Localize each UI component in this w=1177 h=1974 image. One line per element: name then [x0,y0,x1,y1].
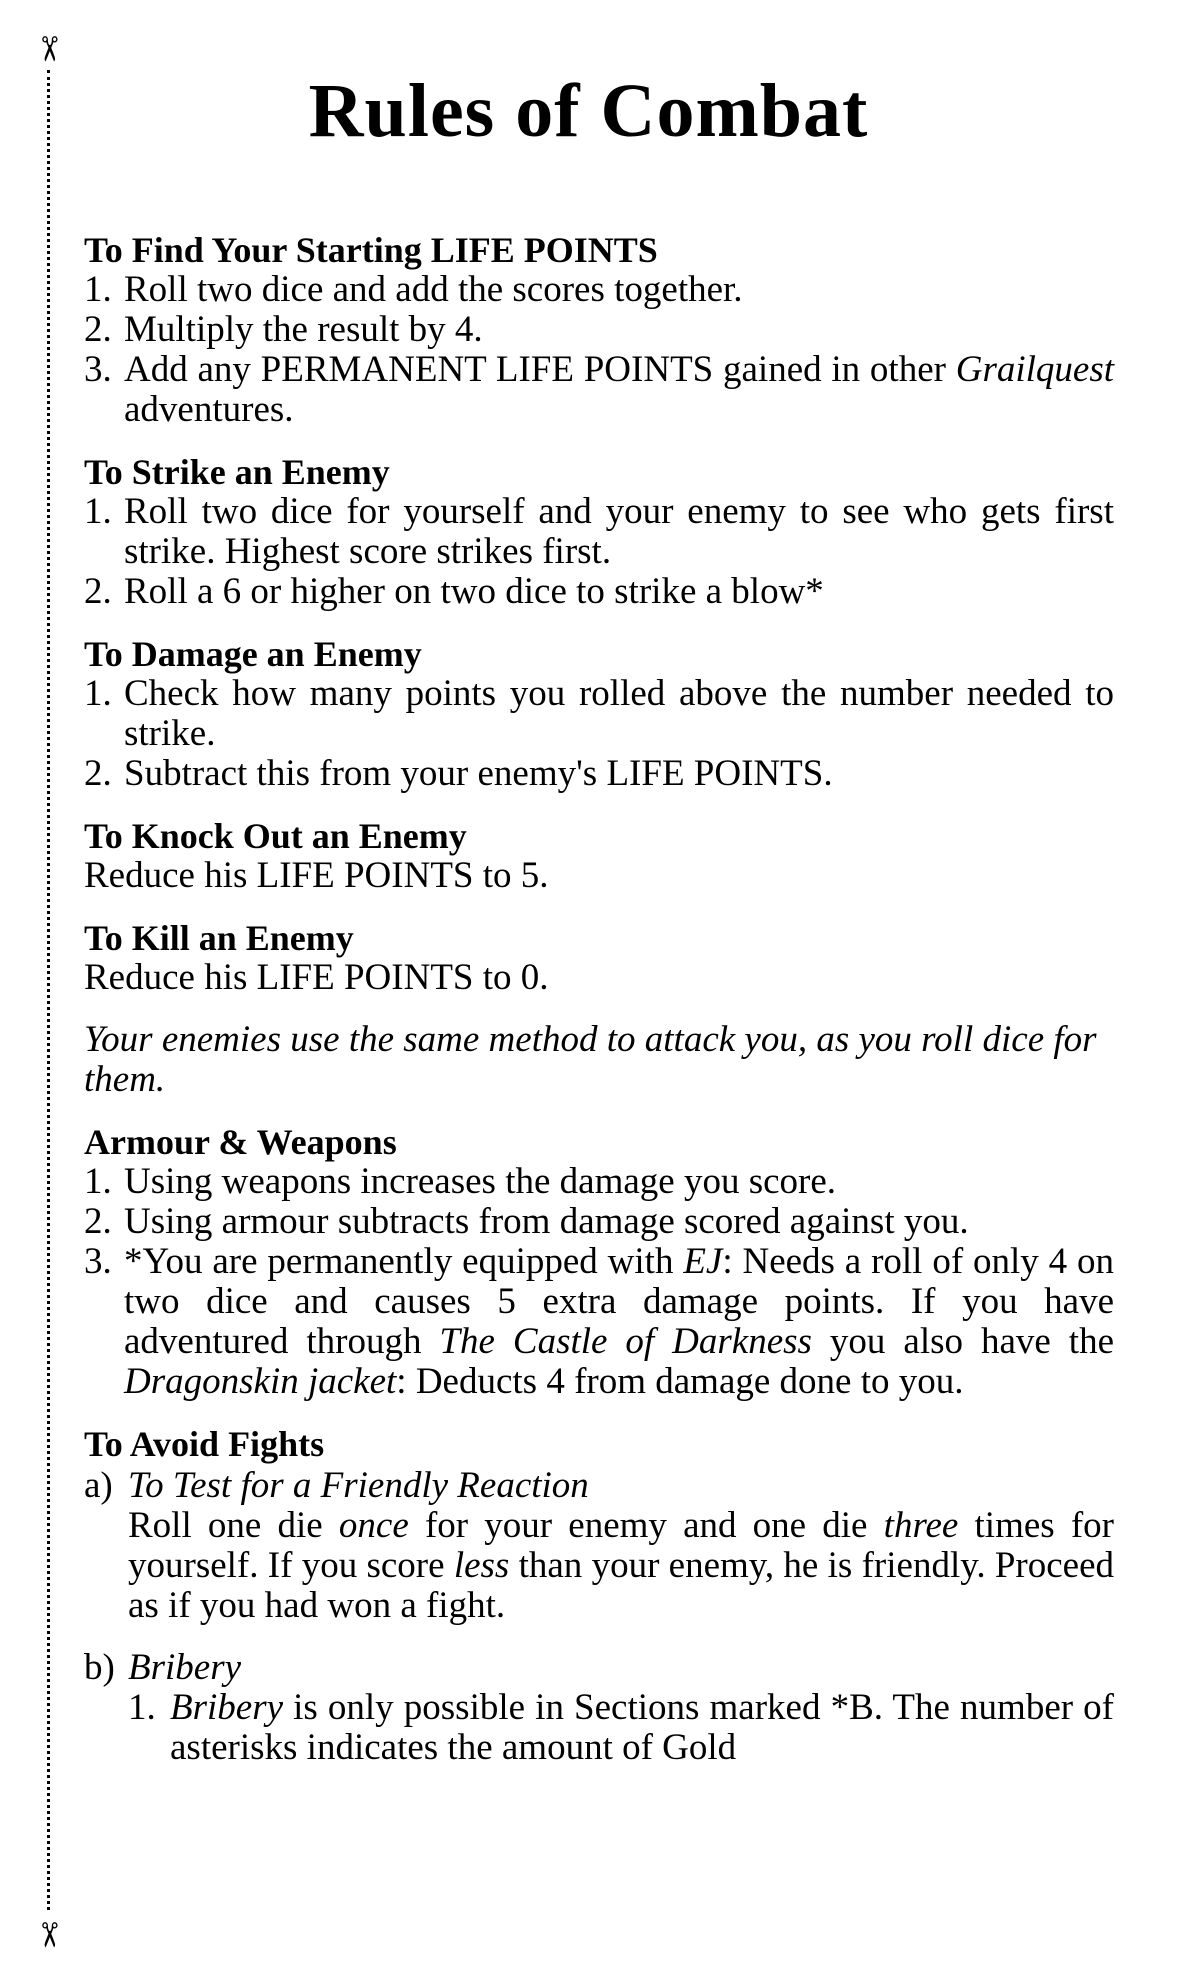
item-text: Multiply the result by 4. [124,309,483,350]
item-text: Using armour subtracts from damage scored against you. [124,1201,969,1242]
section-heading: To Avoid Fights [84,1424,325,1464]
sub-letter: b) [84,1647,115,1688]
item-number: 2. [84,309,112,350]
item-number: 1. [84,673,112,714]
sub-text: Roll one die once for your enemy and one die three times for yourself. If you score less than your enemy, he is friendly. Proceed as if you had won a fight. [128,1505,1115,1626]
section-heading: To Strike an Enemy [84,452,390,492]
list-item [128,1688,1114,1768]
item-number: 1. [84,491,112,532]
scissors-icon: ✂ [28,1920,69,1950]
list-item [84,270,1114,310]
list-item [84,572,1114,612]
item-number: 1. [128,1687,156,1728]
section-knock-out [84,816,1114,896]
list-item [84,1162,1114,1202]
rules-content [84,230,1114,1790]
item-number: 2. [84,1201,112,1242]
sub-title: Bribery [128,1647,242,1688]
item-number: 2. [84,753,112,794]
list-item [84,754,1114,794]
list-item [84,492,1114,572]
section-heading: To Damage an Enemy [84,634,422,674]
section-avoid-fights [84,1424,1114,1768]
page-title: Rules of Combat [308,69,869,153]
enemy-note: Your enemies use the same method to attack you, as you roll dice for them. [84,1019,1097,1100]
cut-line [47,70,50,1910]
item-number: 1. [84,1161,112,1202]
sub-title: To Test for a Friendly Reaction [128,1465,589,1506]
section-heading: To Knock Out an Enemy [84,816,467,856]
section-heading: To Kill an Enemy [84,918,354,958]
item-text: *You are permanently equipped with EJ: Needs a roll of only 4 on two dice and causes 5 extra damage points. If you have adventured through The Castle of Darkness you also have the Dragonskin jacket: Deducts 4 from damage done to you. [124,1241,1114,1402]
item-text: Add any PERMANENT LIFE POINTS gained in other Grailquest adventures. [124,349,1114,430]
section-text: Reduce his LIFE POINTS to 0. [84,957,549,998]
item-text: Subtract this from your enemy's LIFE POINTS. [124,753,833,794]
sub-section-friendly-reaction [84,1466,1114,1626]
section-life-points [84,230,1114,430]
section-heading: Armour & Weapons [84,1122,397,1162]
item-number: 1. [84,269,112,310]
item-text: Roll two dice and add the scores together. [124,269,743,310]
list-item [84,310,1114,350]
list-item [84,1202,1114,1242]
sub-section-bribery [84,1648,1114,1768]
section-strike [84,452,1114,612]
item-number: 3. [84,349,112,390]
item-text: Roll two dice for yourself and your enemy to see who gets first strike. Highest score strikes first. [124,491,1114,572]
item-number: 2. [84,571,112,612]
list-item [84,1242,1114,1402]
item-number: 3. [84,1241,112,1282]
section-heading: To Find Your Starting LIFE POINTS [84,230,658,270]
sub-letter: a) [84,1465,113,1506]
list-item [84,350,1114,430]
item-text: Check how many points you rolled above the number needed to strike. [124,673,1114,754]
item-text: Roll a 6 or higher on two dice to strike a blow* [124,571,824,612]
section-text: Reduce his LIFE POINTS to 5. [84,855,549,896]
section-armour [84,1122,1114,1402]
list-item [84,674,1114,754]
item-text: Bribery is only possible in Sections marked *B. The number of asterisks indicates the amount of Gold [170,1687,1114,1768]
item-text: Using weapons increases the damage you score. [124,1161,837,1202]
section-kill [84,918,1114,998]
section-damage [84,634,1114,794]
scissors-icon: ✂ [28,34,69,64]
